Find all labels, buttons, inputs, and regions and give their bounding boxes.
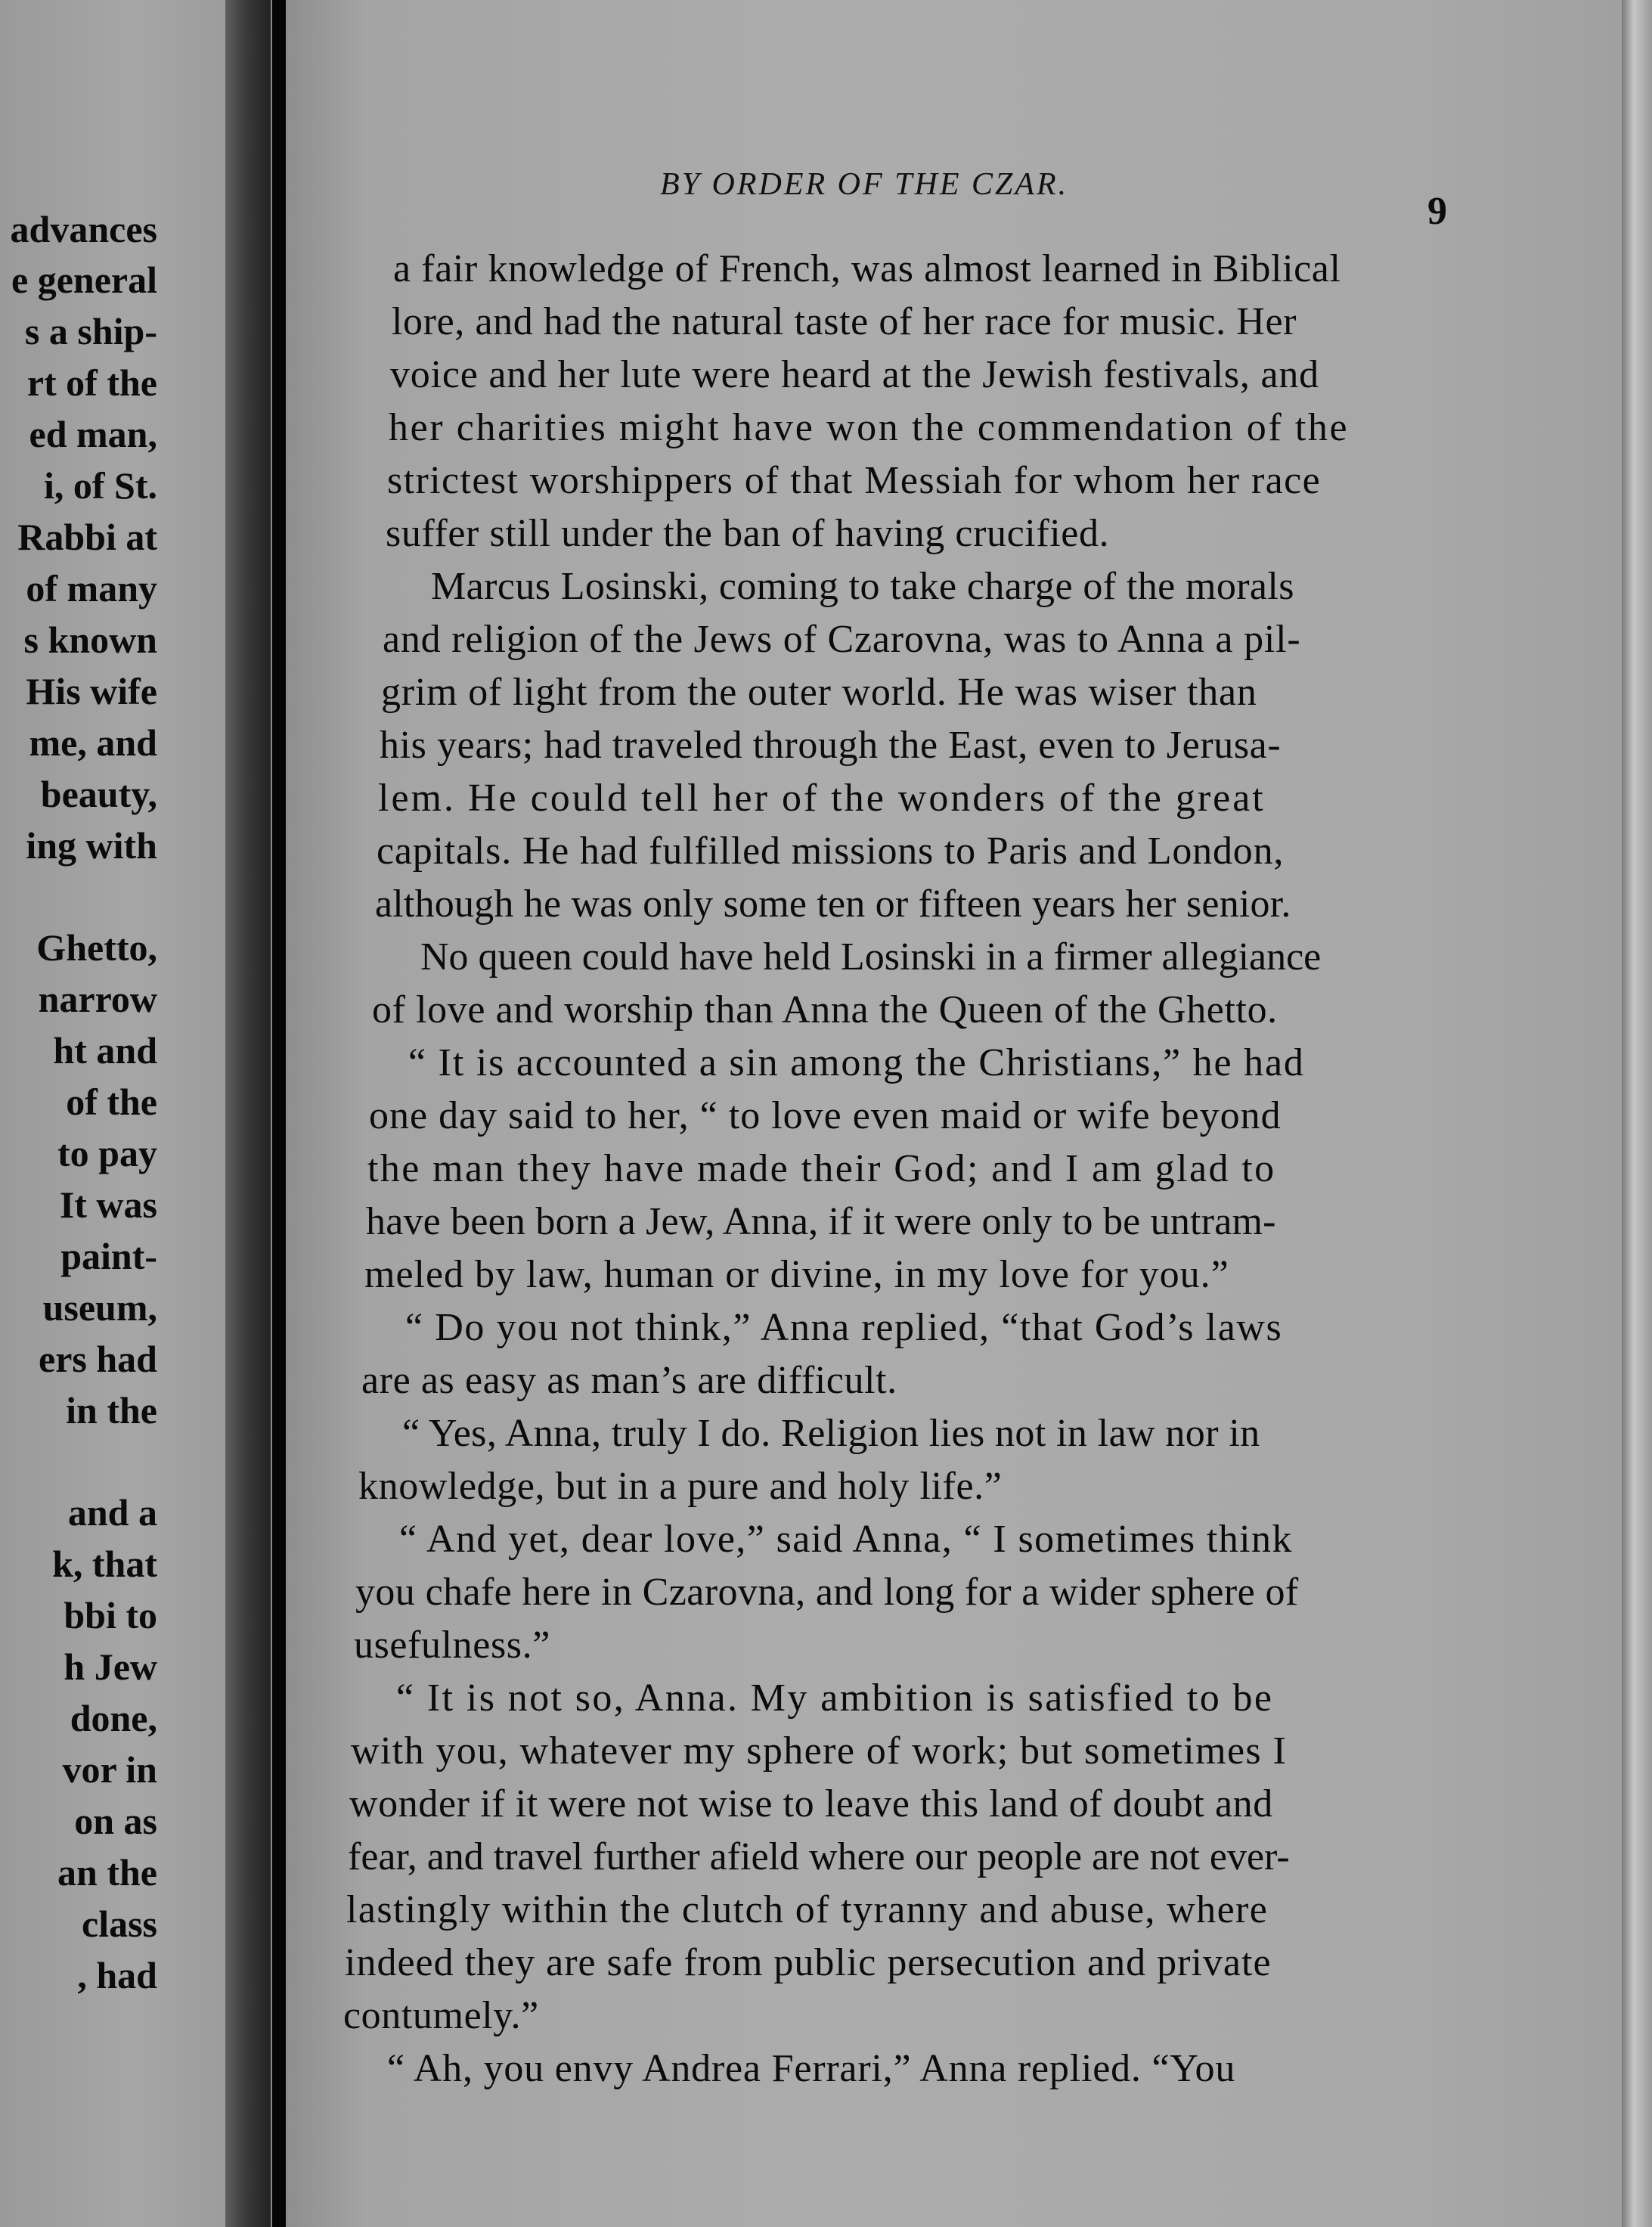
- body-text-line: the man they have made their God; and I am glad to: [367, 1147, 1276, 1190]
- left-page-line: of many: [26, 567, 157, 609]
- left-page-line: done,: [70, 1697, 157, 1739]
- left-page-line: h Jew: [64, 1645, 157, 1688]
- body-text-line: capitals. He had fulfilled missions to Paris and London,: [377, 830, 1285, 873]
- left-page-line: Ghetto,: [36, 926, 157, 969]
- left-page-line: class: [82, 1903, 157, 1945]
- left-page-line: an the: [57, 1851, 157, 1894]
- left-page-line: on as: [74, 1800, 157, 1842]
- body-text-line: a fair knowledge of French, was almost learned in Biblical: [393, 247, 1341, 290]
- body-text-line: “ And yet, dear love,” said Anna, “ I sometimes think: [399, 1518, 1293, 1561]
- body-text-line: his years; had traveled through the East, even to Jerusa-: [380, 724, 1282, 767]
- left-page-line: of the: [66, 1081, 157, 1123]
- left-page-line: bbi to: [64, 1594, 157, 1636]
- book-spine: [272, 0, 286, 2227]
- body-text-line: fear, and travel further afield where our people are not ever-: [348, 1835, 1290, 1878]
- left-page-line: to pay: [57, 1132, 157, 1174]
- right-page-edge: [1622, 0, 1652, 2227]
- body-text-line: contumely.”: [343, 1994, 539, 2037]
- left-page-line: ing with: [26, 824, 157, 867]
- body-text-line: of love and worship than Anna the Queen of the Ghetto.: [372, 988, 1278, 1031]
- body-text-line: lastingly within the clutch of tyranny and abuse, where: [346, 1888, 1269, 1931]
- body-text-line: usefulness.”: [354, 1624, 550, 1667]
- body-text-line: No queen could have held Losinski in a firmer allegiance: [420, 935, 1322, 979]
- body-text-line: indeed they are safe from public persecution and private: [345, 1941, 1272, 1984]
- body-text-line: are as easy as man’s are difficult.: [361, 1359, 897, 1402]
- body-text-line: meled by law, human or divine, in my love for you.”: [364, 1253, 1229, 1296]
- left-page-line: His wife: [26, 670, 157, 712]
- body-text-line: with you, whatever my sphere of work; but sometimes I: [351, 1729, 1288, 1773]
- left-page-line: , had: [77, 1954, 157, 1996]
- body-text-line: “ It is not so, Anna. My ambition is satisfied to be: [396, 1676, 1274, 1720]
- body-text-line: Marcus Losinski, coming to take charge of the morals: [431, 565, 1294, 608]
- left-page-gutter: [225, 0, 271, 2227]
- running-header: BY ORDER OF THE CZAR.: [660, 167, 1069, 202]
- body-text-line: and religion of the Jews of Czarovna, was to Anna a pil-: [383, 618, 1301, 661]
- body-text-line: one day said to her, “ to love even maid or wife beyond: [369, 1094, 1282, 1137]
- left-page-line: s a ship-: [24, 310, 157, 352]
- body-text-line: knowledge, but in a pure and holy life.”: [358, 1465, 1003, 1508]
- left-page-line: beauty,: [40, 773, 157, 815]
- page-number: 9: [1427, 190, 1447, 233]
- body-text-line: suffer still under the ban of having crucified.: [386, 512, 1110, 555]
- body-text-line: grim of light from the outer world. He was wiser than: [381, 671, 1257, 714]
- body-text-line: lem. He could tell her of the wonders of the great: [378, 777, 1266, 820]
- right-page: [286, 0, 1622, 2227]
- left-page-line: useum,: [42, 1286, 157, 1329]
- body-text-line: lore, and had the natural taste of her race for music. Her: [392, 300, 1297, 343]
- left-page-line: in the: [66, 1389, 157, 1431]
- left-page-line: and a: [67, 1491, 157, 1534]
- body-text-line: “ Yes, Anna, truly I do. Religion lies not in law nor in: [402, 1412, 1260, 1455]
- left-page-line: advances: [10, 208, 157, 250]
- body-text-line: strictest worshippers of that Messiah for whom her race: [387, 459, 1322, 502]
- left-page-line: paint-: [60, 1235, 157, 1277]
- left-page-line: vor in: [62, 1748, 157, 1791]
- body-text-line: “ Ah, you envy Andrea Ferrari,” Anna replied. “You: [387, 2047, 1236, 2090]
- left-page-line: ed man,: [29, 413, 157, 455]
- left-page-line: ers had: [39, 1338, 157, 1380]
- left-page: [0, 0, 227, 2227]
- body-text-line: her charities might have won the commendation of the: [389, 406, 1350, 449]
- body-text-line: although he was only some ten or fifteen years her senior.: [375, 882, 1291, 926]
- left-page-line: s known: [23, 619, 157, 661]
- left-page-line: ht and: [53, 1029, 157, 1072]
- left-page-line: narrow: [38, 978, 157, 1020]
- left-page-line: rt of the: [26, 361, 157, 404]
- left-page-line: k, that: [52, 1543, 157, 1585]
- body-text-line: “ Do you not think,” Anna replied, “that God’s laws: [405, 1306, 1283, 1349]
- left-page-line: e general: [11, 259, 157, 301]
- body-text-line: voice and her lute were heard at the Jewish festivals, and: [390, 353, 1319, 396]
- body-text-line: you chafe here in Czarovna, and long for a wider sphere of: [355, 1571, 1299, 1614]
- body-text-line: wonder if it were not wise to leave this land of doubt and: [349, 1782, 1273, 1825]
- left-page-line: It was: [59, 1183, 157, 1226]
- left-page-line: me, and: [29, 721, 157, 764]
- left-page-line: i, of St.: [44, 464, 157, 507]
- body-text-line: “ It is accounted a sin among the Christians,” he had: [408, 1041, 1305, 1084]
- body-text-line: have been born a Jew, Anna, if it were only to be untram-: [366, 1200, 1276, 1243]
- left-page-line: Rabbi at: [17, 516, 157, 558]
